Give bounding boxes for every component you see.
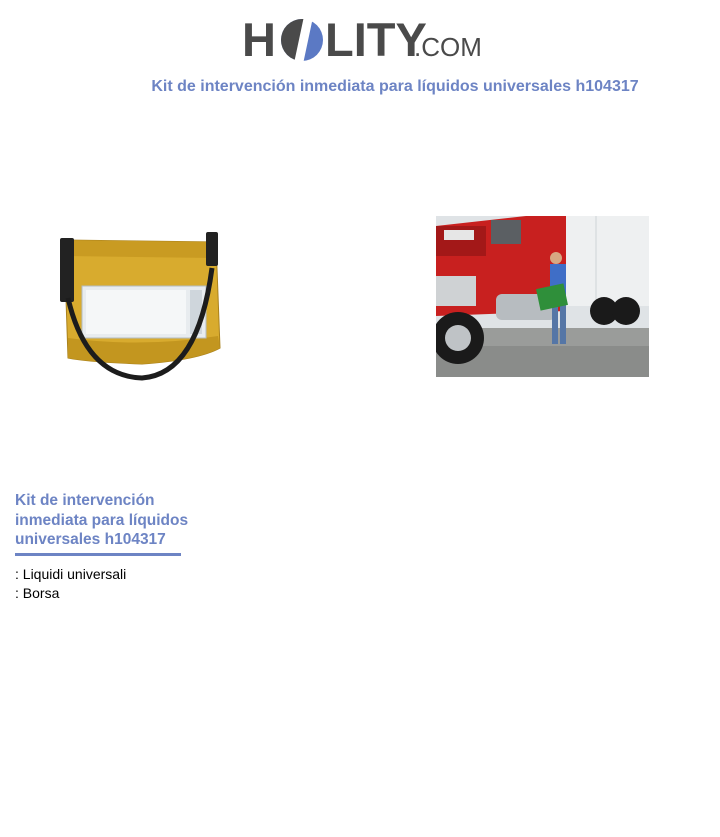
svg-text:.COM: .COM	[414, 32, 482, 62]
product-title-line: Kit de intervención	[15, 492, 155, 509]
product-image[interactable]	[58, 228, 226, 384]
svg-text:H: H	[242, 13, 276, 66]
attribute-item: : Liquidi universali	[15, 566, 127, 582]
product-title-line: inmediata para líquidos	[15, 511, 189, 529]
attribute-list	[15, 565, 126, 603]
title-underline	[15, 553, 181, 556]
usage-photo[interactable]	[436, 216, 649, 377]
page-title: Kit de intervención inmediata para líquidos universales h104317	[151, 78, 639, 95]
product-title	[15, 491, 215, 550]
holity-logo[interactable]	[242, 10, 482, 68]
attribute-item: : Borsa	[15, 585, 60, 601]
product-title-line: universales h104317	[15, 531, 166, 548]
svg-text:LITY: LITY	[325, 13, 427, 66]
